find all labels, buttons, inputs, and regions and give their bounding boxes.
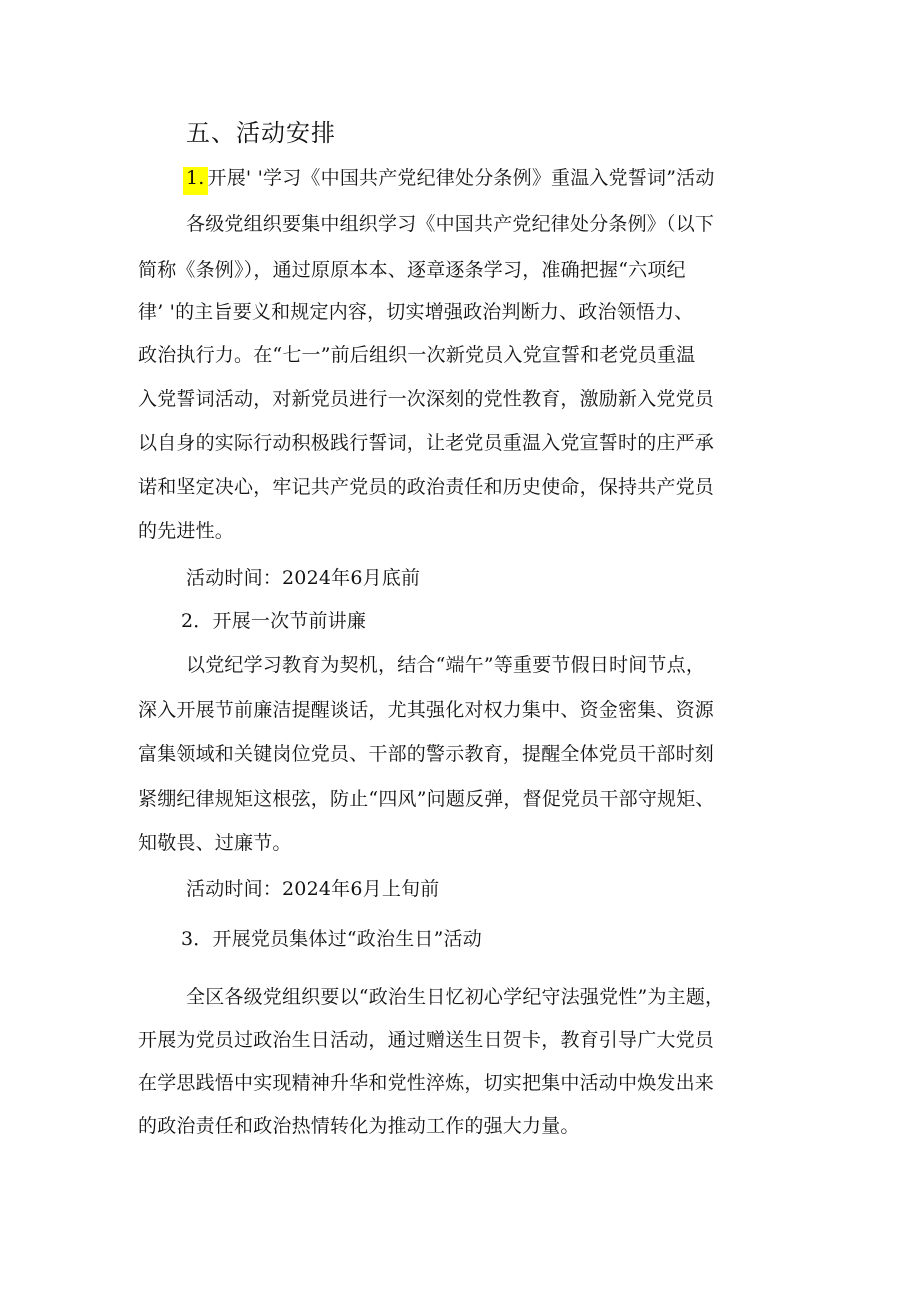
item1-body-line: 以自身的实际行动积极践行誓词，让老党员重温入党宣誓时的庄严承 bbox=[138, 432, 715, 454]
item2-body-line: 紧绷纪律规矩这根弦，防止“四风”问题反弹，督促党员干部守规矩、 bbox=[138, 788, 715, 810]
item2-title: 2．开展一次节前讲廉 bbox=[181, 610, 367, 632]
item1-body-line: 诺和坚定决心，牢记共产党员的政治责任和历史使命，保持共产党员 bbox=[138, 476, 715, 498]
item2-body-line: 以党纪学习教育为契机，结合“端午”等重要节假日时间节点， bbox=[186, 654, 706, 676]
item1-activity-time: 活动时间：2024年6月底前 bbox=[186, 567, 421, 589]
item1-title-line bbox=[183, 163, 715, 193]
item2-body-line: 知敬畏、过廉节。 bbox=[138, 832, 292, 854]
item3-body-line: 的政治责任和政治热情转化为推动工作的强大力量。 bbox=[138, 1115, 580, 1137]
item3-body-line: 全区各级党组织要以“政治生日忆初心学纪守法强党性”为主题， bbox=[186, 986, 725, 1008]
item1-title: 开展' '学习《中国共产党纪律处分条例》重温入党誓词”活动 bbox=[207, 167, 715, 189]
section-heading: 五、活动安排 bbox=[186, 119, 336, 147]
item1-body-line: 各级党组织要集中组织学习《中国共产党纪律处分条例》（以下 bbox=[186, 213, 715, 235]
item1-number-highlight: 1. bbox=[183, 167, 208, 195]
item1-body-line: 简称《条例》），通过原原本本、逐章逐条学习，准确把握“六项纪 bbox=[138, 259, 686, 281]
item1-body-line: 政治执行力。在“七一”前后组织一次新党员入党宣誓和老党员重温 bbox=[138, 344, 696, 366]
item2-body-line: 富集领域和关键岗位党员、干部的警示教育，提醒全体党员干部时刻 bbox=[138, 743, 715, 765]
item1-body-line: 入党誓词活动，对新党员进行一次深刻的党性教育，激励新入党党员 bbox=[138, 388, 715, 410]
item1-body-line: 的先进性。 bbox=[138, 520, 235, 542]
item1-body-line: 律’ '的主旨要义和规定内容，切实增强政治判断力、政治领悟力、 bbox=[138, 301, 694, 323]
item3-body-line: 开展为党员过政治生日活动，通过赠送生日贺卡，教育引导广大党员 bbox=[138, 1029, 715, 1051]
item3-title: 3．开展党员集体过“政治生日”活动 bbox=[181, 928, 482, 950]
item2-body-line: 深入开展节前廉洁提醒谈话，尤其强化对权力集中、资金密集、资源 bbox=[138, 699, 715, 721]
item3-body-line: 在学思践悟中实现精神升华和党性淬炼，切实把集中活动中焕发出来 bbox=[138, 1072, 715, 1094]
item2-activity-time: 活动时间：2024年6月上旬前 bbox=[186, 878, 440, 900]
